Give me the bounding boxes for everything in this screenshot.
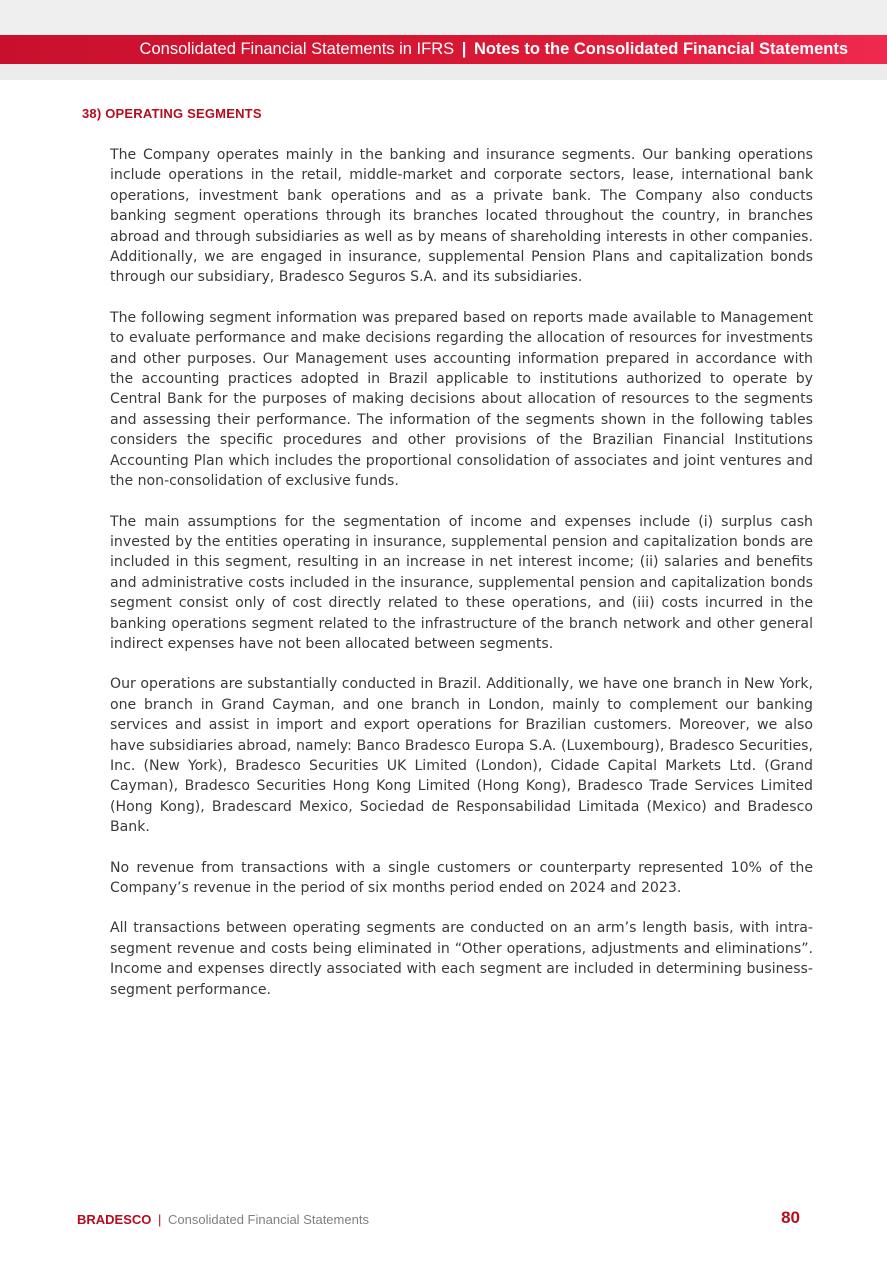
paragraph-segments-overview: The Company operates mainly in the banking and insurance segments. Our banking operations include operations in the retail, middle-market and corporate sectors, lease, international bank operations, investment bank operations and as a private bank. The Company also conducts banking segment operations through its branches located throughout the country, in branches abroad and through subsidiaries as well as by means of shareholding interests in other companies. Additionally, we are engaged in insurance, supplemental Pension Plans and capitalization bonds through our subsidiary, Bradesco Seguros S.A. and its subsidiaries.: [110, 147, 813, 286]
body-text: [110, 145, 813, 1020]
paragraph-main-assumptions: The main assumptions for the segmentation of income and expenses include (i) surplus cash invested by the entities operating in insurance, supplemental pension and capitalization bonds are included in this segment, resulting in an increase in net interest income; (ii) salaries and benefits and administrative costs included in the insurance, supplemental pension and capitalization bonds segment consist only of cost directly related to these operations, and (iii) costs incurred in the banking operations segment related to the infrastructure of the branch network and other general indirect expenses have not been allocated between segments.: [110, 513, 813, 652]
page-number: 80: [781, 1208, 800, 1227]
header-section-title: Notes to the Consolidated Financial Statements: [473, 40, 848, 58]
header-separator: |: [461, 40, 467, 58]
paragraph-revenue-concentration: No revenue from transactions with a single customers or counterparty represented 10% of the Company’s revenue in the period of six months period ended on 2024 and 2023.: [110, 859, 813, 896]
footer-separator: |: [158, 1212, 162, 1227]
page-header: [140, 35, 848, 64]
paragraph-segment-information: The following segment information was prepared based on reports made available to Management to evaluate performance and make decisions regarding the allocation of resources for investments and other purposes. Our Management uses accounting information prepared in accordance with the accounting practices adopted in Brazil applicable to institutions authorized to operate by Central Bank for the purposes of making decisions about allocation of resources to the segments and assessing their performance. The information of the segments shown in the following tables considers the specific procedures and other provisions of the Brazilian Financial Institutions Accounting Plan which includes the proportional consolidation of associates and joint ventures and the non-consolidation of exclusive funds.: [110, 309, 813, 490]
header-document-title: Consolidated Financial Statements in IFRS: [139, 40, 455, 58]
header-shadow: [0, 64, 887, 80]
page-footer: [77, 1212, 369, 1227]
footer-document-title: Consolidated Financial Statements: [168, 1212, 369, 1227]
section-heading: 38) OPERATING SEGMENTS: [82, 106, 262, 121]
footer-brand: BRADESCO: [77, 1212, 152, 1227]
paragraph-operations-abroad: Our operations are substantially conducted in Brazil. Additionally, we have one branch in New York, one branch in Grand Cayman, and one branch in London, mainly to complement our banking services and assist in import and export operations for Brazilian customers. Moreover, we also have subsidiaries abroad, namely: Banco Bradesco Europa S.A. (Luxembourg), Bradesco Securities, Inc. (New York), Bradesco Securities UK Limited (London), Cidade Capital Markets Ltd. (Grand Cayman), Bradesco Securities Hong Kong Limited (Hong Kong), Bradesco Trade Services Limited (Hong Kong), Bradescard Mexico, Sociedad de Responsabilidad Limitada (Mexico) and Bradesco Bank.: [110, 676, 813, 836]
paragraph-intersegment-transactions: All transactions between operating segments are conducted on an arm’s length basis, with intra-segment revenue and costs being eliminated in “Other operations, adjustments and eliminations”. Income and expenses directly associated with each segment are included in determining business-segment performance.: [110, 920, 813, 998]
